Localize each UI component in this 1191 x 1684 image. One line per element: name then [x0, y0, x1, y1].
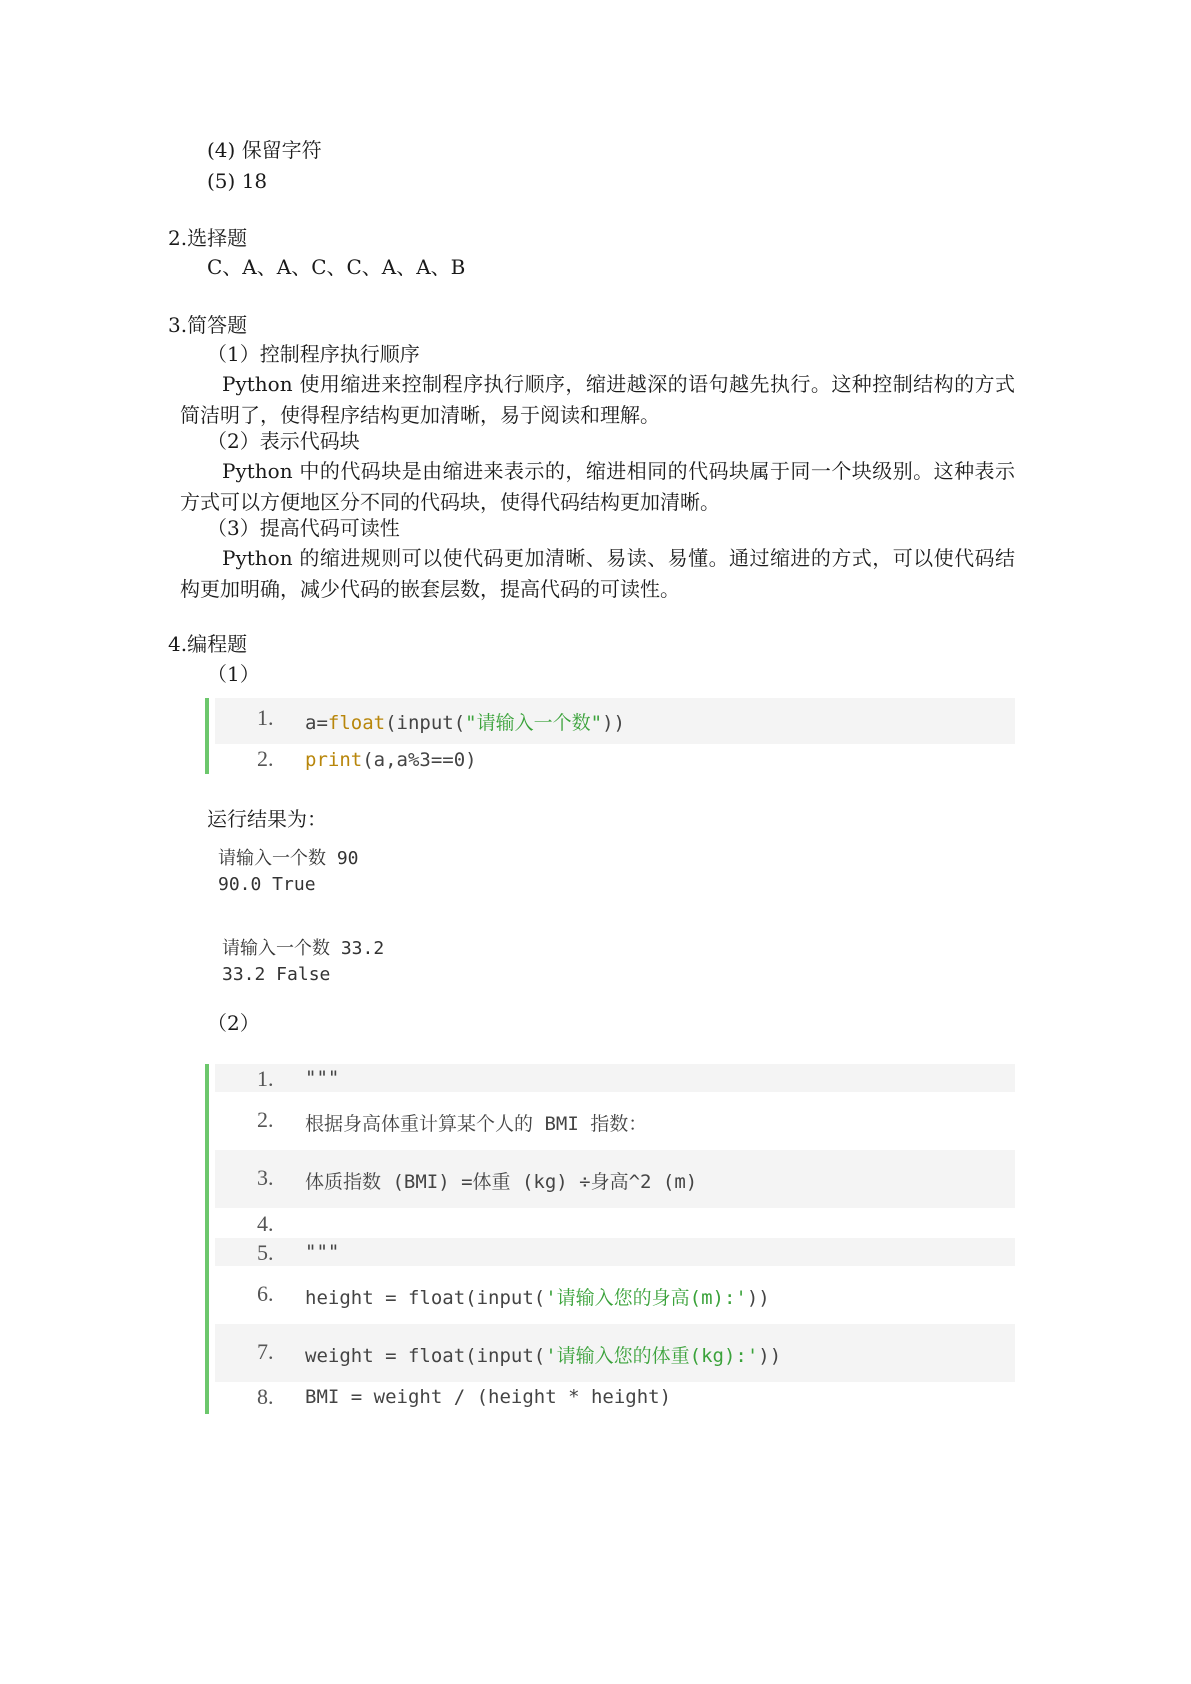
code-text: BMI = weight / (height * height): [305, 1386, 672, 1408]
line-number: 8.: [257, 1384, 274, 1409]
line-number: 3.: [257, 1165, 274, 1190]
code-line: [215, 1064, 1015, 1092]
code-text: a=float(input("请输入一个数")): [305, 712, 625, 734]
line-number: 4.: [257, 1211, 274, 1236]
short-answer-heading-1: （1）控制程序执行顺序: [207, 342, 420, 366]
multiple-choice-answers: C、A、A、C、C、A、A、B: [207, 255, 466, 279]
short-answer-heading-2: （2）表示代码块: [207, 429, 360, 453]
short-answer-paragraph-1: Python 使用缩进来控制程序执行顺序，缩进越深的语句越先执行。这种控制结构的方式简洁明了，使得程序结构更加清晰，易于阅读和理解。: [180, 372, 1015, 427]
console-output-1: 请输入一个数 90: [218, 848, 359, 869]
code-line: [215, 1382, 1015, 1414]
code-line: [215, 744, 1015, 774]
section-4-title: 4.编程题: [168, 632, 248, 656]
code-text: 体质指数 (BMI) =体重 (kg) ÷身高^2 (m): [305, 1171, 698, 1193]
code-line: [215, 1092, 1015, 1150]
code-line: [215, 1266, 1015, 1324]
line-number: 5.: [257, 1240, 274, 1265]
answer-item-4: (4) 保留字符: [207, 138, 322, 162]
code-text: """: [305, 1067, 340, 1089]
code-text: print(a,a%3==0): [305, 749, 477, 771]
line-number: 7.: [257, 1339, 274, 1364]
code-text: 根据身高体重计算某个人的 BMI 指数：: [305, 1113, 648, 1135]
code-line: [215, 1208, 1015, 1238]
answer-item-5: (5) 18: [207, 169, 268, 193]
code-line: [215, 1324, 1015, 1382]
code-line: [215, 1238, 1015, 1266]
run-result-label: 运行结果为：: [207, 807, 327, 831]
code-block-2: [205, 1064, 1015, 1414]
code-line: [215, 1150, 1015, 1208]
line-number: 1.: [257, 705, 274, 730]
section-3-title: 3.简答题: [168, 313, 248, 337]
short-answer-paragraph-2: Python 中的代码块是由缩进来表示的，缩进相同的代码块属于同一个块级别。这种表示方式可以方便地区分不同的代码块，使得代码结构更加清晰。: [180, 459, 1015, 514]
code-block-1: [205, 698, 1015, 774]
code-text: weight = float(input('请输入您的体重(kg):')): [305, 1345, 782, 1367]
code-block-accent-bar: [205, 698, 209, 774]
line-number: 6.: [257, 1281, 274, 1306]
programming-question-2-label: （2）: [207, 1011, 260, 1035]
line-number: 2.: [257, 1107, 274, 1132]
programming-question-1-label: （1）: [207, 662, 260, 686]
line-number: 1.: [257, 1066, 274, 1091]
code-text: height = float(input('请输入您的身高(m):')): [305, 1287, 770, 1309]
short-answer-paragraph-3: Python 的缩进规则可以使代码更加清晰、易读、易懂。通过缩进的方式，可以使代码结构更加明确，减少代码的嵌套层数，提高代码的可读性。: [180, 546, 1015, 601]
section-2-title: 2.选择题: [168, 226, 248, 250]
short-answer-heading-3: （3）提高代码可读性: [207, 516, 400, 540]
code-block-accent-bar: [205, 1064, 209, 1414]
console-output-1-result: 90.0 True: [218, 874, 316, 895]
console-output-2-result: 33.2 False: [222, 964, 331, 985]
console-output-2: 请输入一个数 33.2: [222, 938, 385, 959]
code-line: [215, 698, 1015, 744]
code-text: """: [305, 1241, 340, 1263]
line-number: 2.: [257, 746, 274, 771]
